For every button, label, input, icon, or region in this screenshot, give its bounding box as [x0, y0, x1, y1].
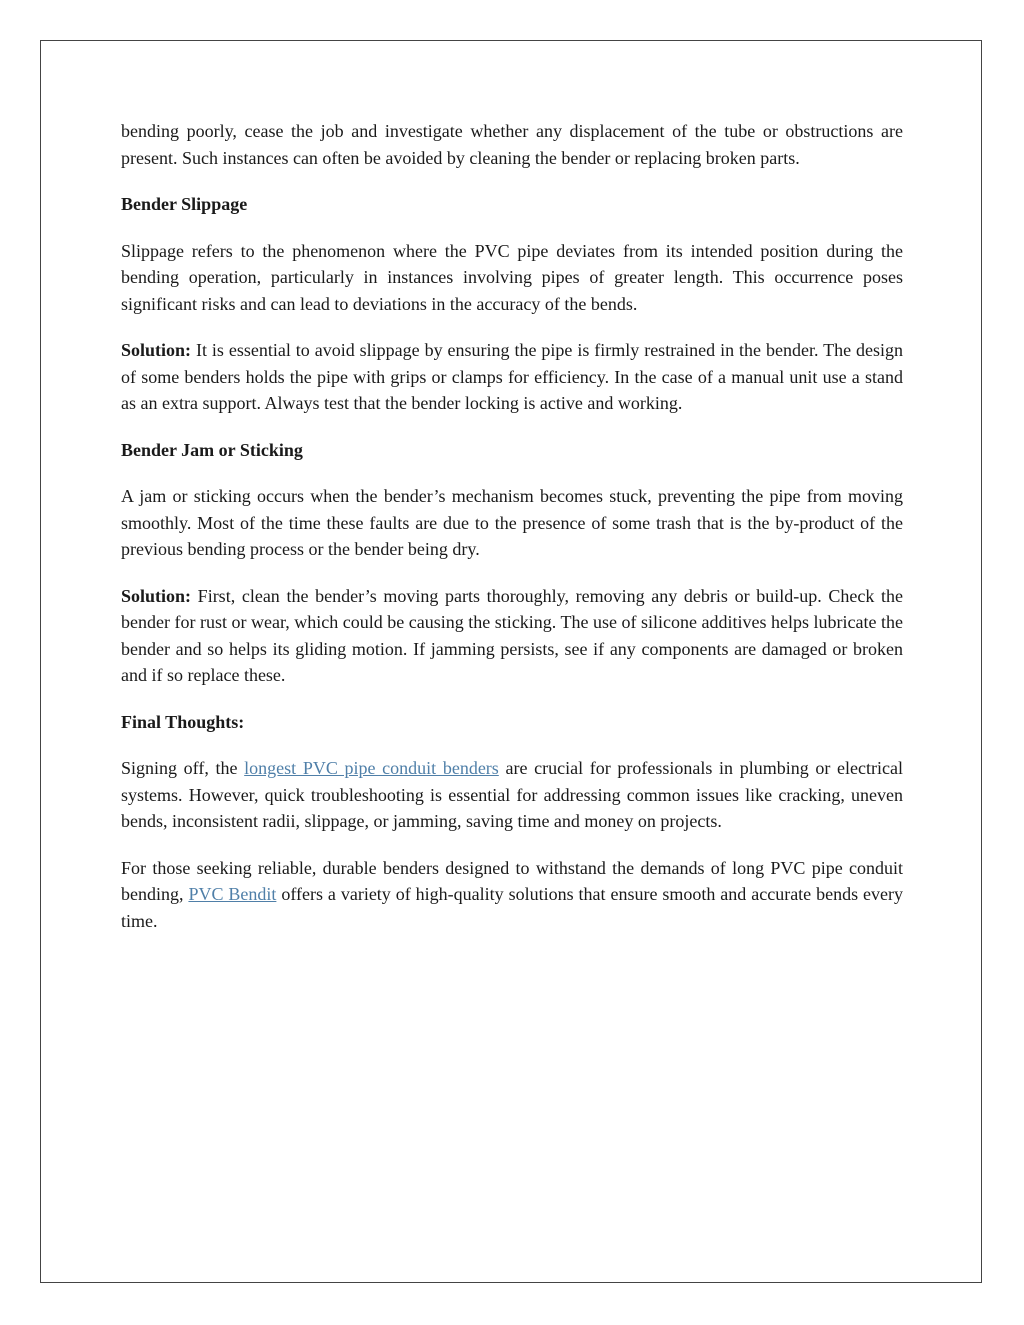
jam-solution-paragraph	[121, 583, 903, 689]
solution-label: Solution:	[121, 340, 192, 360]
final-paragraph-1	[121, 755, 903, 835]
intro-paragraph: bending poorly, cease the job and investigate whether any displacement of the tube or obstructions are present. Such instances can often be avoided by cleaning the bender or replacing broken parts.	[121, 121, 903, 168]
jam-paragraph: A jam or sticking occurs when the bender’s mechanism becomes stuck, preventing the pipe from moving smoothly. Most of the time these faults are due to the presence of some trash that is the by-product of the previous bending process or the bender being dry.	[121, 486, 903, 559]
slippage-paragraph: Slippage refers to the phenomenon where the PVC pipe deviates from its intended position during the bending operation, particularly in instances involving pipes of greater length. This occurrence poses significant risks and can lead to deviations in the accuracy of the bends.	[121, 240, 903, 314]
heading-bender-jam: Bender Jam or Sticking	[121, 439, 303, 460]
solution-label: Solution:	[121, 585, 192, 606]
heading-bender-slippage: Bender Slippage	[121, 194, 248, 214]
solution-text: It is essential to avoid slippage by ensuring the pipe is firmly restrained in the bender. The design of some benders holds the pipe with grips or clamps for efficiency. In the case of a manual unit use a stand as an extra support. Always test that the bender locking is active and working.	[121, 340, 903, 413]
text-run: offers a variety of high-quality solutions that ensure smooth and accurate bends every time.	[121, 884, 904, 931]
link-pvc-bendit[interactable]: PVC Bendit	[188, 884, 277, 904]
text-run: Signing off, the	[121, 758, 245, 778]
link-longest-pvc-benders[interactable]: longest PVC pipe conduit benders	[244, 758, 499, 778]
heading-final-thoughts: Final Thoughts:	[121, 711, 245, 732]
text-run: For those seeking reliable, durable benders designed to withstand the demands of long PVC pipe conduit bending,	[121, 857, 903, 904]
document-body	[121, 118, 903, 954]
slippage-solution-paragraph	[121, 337, 903, 417]
final-paragraph-2	[121, 855, 903, 935]
solution-text: First, clean the bender’s moving parts thoroughly, removing any debris or build-up. Check the bender for rust or wear, which could be causing the sticking. The use of silicone additives helps lubricate the bender and so helps its gliding motion. If jamming persists, see if any components are damaged or broken and if so replace these.	[121, 585, 903, 685]
text-run: are crucial for professionals in plumbing or electrical systems. However, quick troubleshooting is essential for addressing common issues like cracking, uneven bends, inconsistent radii, slippage, or jamming, saving time and money on projects.	[121, 758, 903, 831]
